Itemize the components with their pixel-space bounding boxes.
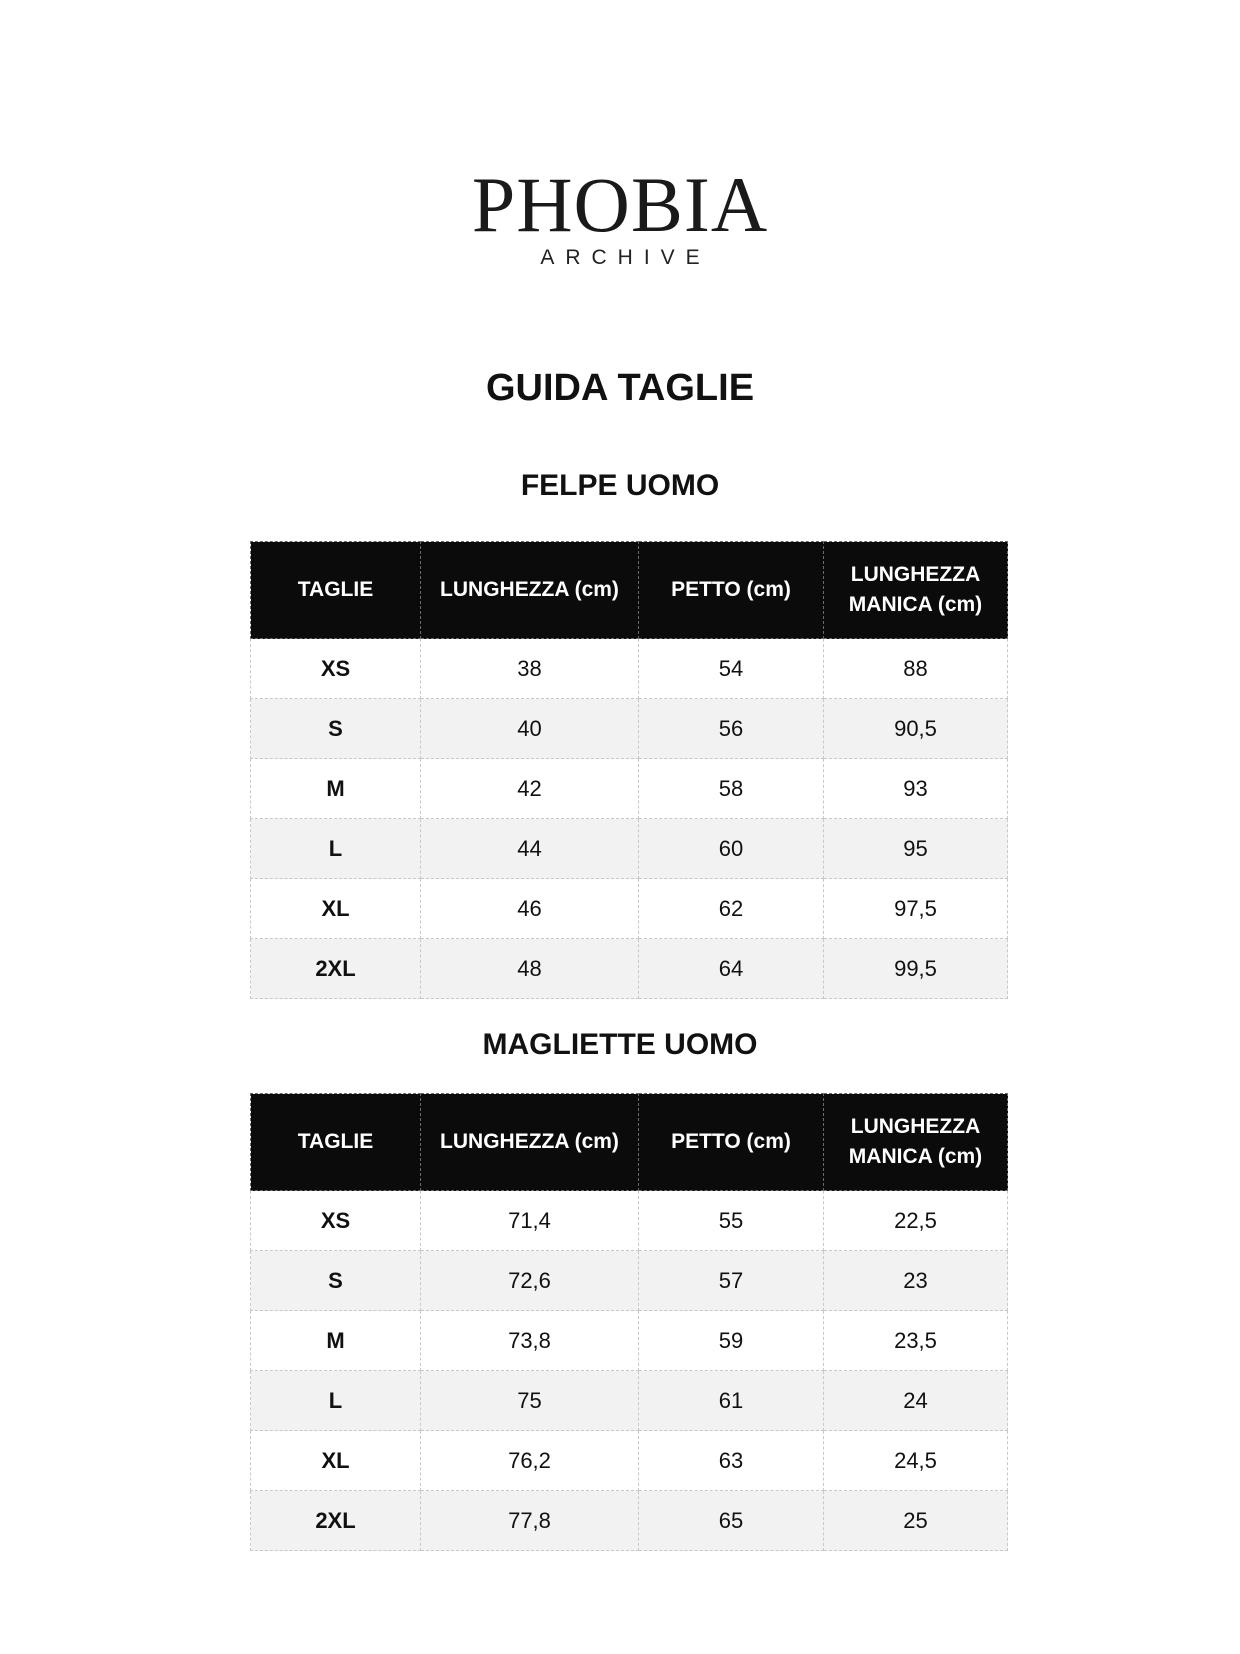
column-header: LUNGHEZZA MANICA (cm): [824, 542, 1008, 639]
measure-cell: 72,6: [421, 1251, 639, 1311]
size-cell: M: [251, 1311, 421, 1371]
size-cell: M: [251, 759, 421, 819]
measure-cell: 44: [421, 819, 639, 879]
brand-logo: [0, 161, 1240, 270]
table-header-row: [251, 542, 1008, 639]
measure-cell: 97,5: [824, 879, 1008, 939]
measure-cell: 54: [639, 639, 824, 699]
size-cell: S: [251, 699, 421, 759]
measure-cell: 46: [421, 879, 639, 939]
table-row: [251, 699, 1008, 759]
measure-cell: 38: [421, 639, 639, 699]
measure-cell: 75: [421, 1371, 639, 1431]
measure-cell: 63: [639, 1431, 824, 1491]
measure-cell: 65: [639, 1491, 824, 1551]
table-row: [251, 1491, 1008, 1551]
measure-cell: 73,8: [421, 1311, 639, 1371]
measure-cell: 60: [639, 819, 824, 879]
measure-cell: 42: [421, 759, 639, 819]
size-table-magliette: [250, 1093, 1008, 1551]
brand-subtitle: ARCHIVE: [540, 246, 711, 269]
measure-cell: 22,5: [824, 1191, 1008, 1251]
table-row: [251, 759, 1008, 819]
size-cell: XL: [251, 1431, 421, 1491]
table-row: [251, 879, 1008, 939]
measure-cell: 24: [824, 1371, 1008, 1431]
table-row: [251, 939, 1008, 999]
column-header: TAGLIE: [251, 1094, 421, 1191]
measure-cell: 23: [824, 1251, 1008, 1311]
column-header: LUNGHEZZA (cm): [421, 542, 639, 639]
table-row: [251, 1251, 1008, 1311]
measure-cell: 59: [639, 1311, 824, 1371]
column-header: TAGLIE: [251, 542, 421, 639]
size-cell: L: [251, 1371, 421, 1431]
measure-cell: 58: [639, 759, 824, 819]
measure-cell: 23,5: [824, 1311, 1008, 1371]
size-cell: 2XL: [251, 1491, 421, 1551]
table-title-felpe: FELPE UOMO: [520, 469, 720, 502]
table-row: [251, 1371, 1008, 1431]
measure-cell: 71,4: [421, 1191, 639, 1251]
measure-cell: 99,5: [824, 939, 1008, 999]
table-row: [251, 1191, 1008, 1251]
size-cell: L: [251, 819, 421, 879]
size-cell: XS: [251, 639, 421, 699]
measure-cell: 24,5: [824, 1431, 1008, 1491]
table-title-magliette: MAGLIETTE UOMO: [482, 1028, 758, 1061]
measure-cell: 88: [824, 639, 1008, 699]
measure-cell: 57: [639, 1251, 824, 1311]
table-header-row: [251, 1094, 1008, 1191]
size-cell: 2XL: [251, 939, 421, 999]
page-title: GUIDA TAGLIE: [485, 367, 755, 409]
measure-cell: 64: [639, 939, 824, 999]
column-header: PETTO (cm): [639, 1094, 824, 1191]
measure-cell: 76,2: [421, 1431, 639, 1491]
measure-cell: 40: [421, 699, 639, 759]
table-row: [251, 1311, 1008, 1371]
column-header: LUNGHEZZA (cm): [421, 1094, 639, 1191]
table-row: [251, 1431, 1008, 1491]
table-row: [251, 819, 1008, 879]
measure-cell: 90,5: [824, 699, 1008, 759]
measure-cell: 62: [639, 879, 824, 939]
size-cell: S: [251, 1251, 421, 1311]
measure-cell: 48: [421, 939, 639, 999]
size-cell: XS: [251, 1191, 421, 1251]
measure-cell: 25: [824, 1491, 1008, 1551]
measure-cell: 61: [639, 1371, 824, 1431]
size-cell: XL: [251, 879, 421, 939]
measure-cell: 56: [639, 699, 824, 759]
column-header: PETTO (cm): [639, 542, 824, 639]
column-header: LUNGHEZZA MANICA (cm): [824, 1094, 1008, 1191]
brand-name: PHOBIA: [471, 161, 769, 248]
measure-cell: 55: [639, 1191, 824, 1251]
measure-cell: 77,8: [421, 1491, 639, 1551]
size-table-felpe: [250, 541, 1008, 999]
measure-cell: 93: [824, 759, 1008, 819]
table-row: [251, 639, 1008, 699]
measure-cell: 95: [824, 819, 1008, 879]
